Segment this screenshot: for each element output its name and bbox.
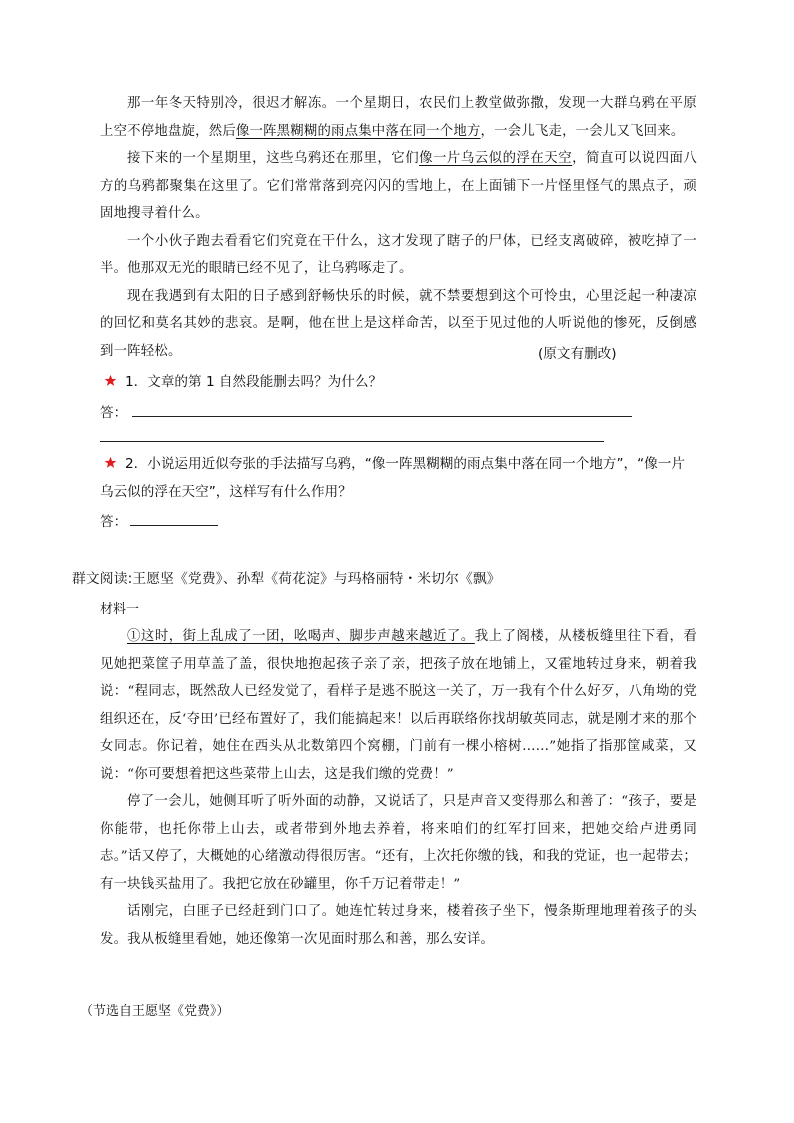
material-1-paragraph-2: 停了一会儿，她侧耳听了听外面的动静，又说话了，只是声音又变得那么和善了：“孩子，要是你能带，也托你带上山去，或者带到外地去养着，将来咱们的红军打回来，把她交给卢进勇同志。”话又停了，大概她的心绪激动得很厉害。“还有，上次托你缴的钱，和我的党证，也一起带去；有一块钱买盐用了。我把它放在砂罐里，你千万记着带走！” [100, 794, 697, 892]
question-2 [104, 450, 744, 478]
question-2-text-line-1: 2．小说运用近似夸张的手法描写乌鸦，“像一阵黑糊糊的雨点集中落在同一个地方”，“像一片 [125, 456, 685, 472]
answer-1-line-2[interactable] [100, 441, 604, 442]
answer-2-label: 答： [100, 514, 128, 530]
answer-1-label: 答： [100, 405, 128, 421]
story-paragraph-2 [100, 145, 697, 228]
question-2-line-1 [104, 450, 744, 478]
story-paragraph-3: 一个小伙子跑去看看它们究竟在干什么，这才发现了瞎子的尸体，已经支离破碎，被吃掉了一半。他那双无光的眼睛已经不见了，让乌鸦啄走了。 [100, 233, 697, 276]
red-star-icon [104, 456, 117, 469]
story-paragraph-1 [100, 90, 697, 145]
story-p2-text-c: ，简直可以说四面八方的乌鸦都聚集在这里了。它们常常落到亮闪闪的雪地上，在上面铺下一片怪里怪气的黑点子，顽固地搜寻着什么。 [100, 151, 697, 221]
material-1-underlined-sentence: ①这时，街上乱成了一团，吆喝声、脚步声越来越近了。 [127, 629, 475, 644]
material-1-paragraph-3: 话刚完，白匪子已经赶到门口了。她连忙转过身来，楼着孩子坐下，慢条斯理地理着孩子的头发。我从板缝里看她，她还像第一次见面时那么和善，那么安详。 [100, 904, 697, 947]
material-1-paragraph-1-rest: 我上了阁楼，从楼板缝里往下看，看见她把菜筐子用草盖了盖，很快地抱起孩子亲了亲，把孩子放在地铺上，又霍地转过身来，朝着我说：“程同志，既然敌人已经发觉了，看样子是逃不脱这一关了，万一我有个什么好歹，八角坳的党组织还在，反‘夺田’已经布置好了，我们能搞起来！以后再联络你找胡敏英同志，就是刚才来的那个女同志。你记着，她住在西头从北数第四个窝棚，门前有一棵小榕树……”她指了指那筐咸菜，又说：“你可要想着把这些菜带上山去，这是我们缴的党费！” [100, 629, 698, 782]
answer-2-line[interactable] [130, 525, 218, 526]
source-note: (原文有删改) [538, 346, 617, 362]
material-1-body [100, 623, 697, 953]
story-paragraph-4: 现在我遇到有太阳的日子感到舒畅快乐的时候，就不禁要想到这个可怜虫，心里泛起一种凄凉的回忆和莫名其妙的悲哀。是啊，他在世上是这样命苦，以至于见过他的人听说他的惨死，反倒感到一阵轻松。 [100, 288, 697, 359]
answer-1-line-1[interactable] [132, 416, 632, 417]
question-1 [104, 368, 704, 396]
story-p2-text-a: 接下来的一个星期里，这些乌鸦还在那里，它们 [127, 151, 420, 166]
story-p1-underlined: 像一阵黑糊糊的雨点集中落在同一个地方 [235, 123, 481, 139]
story-section [100, 90, 697, 365]
red-star-icon [104, 374, 117, 387]
question-2-line-2: 乌云似的浮在天空”，这样写有什么作用？ [100, 484, 352, 500]
question-1-text: 1．文章的第 1 自然段能删去吗？为什么？ [125, 374, 383, 390]
group-reading-title: 群文阅读:王愿坚《党费》、孙犁《荷花淀》与玛格丽特・米切尔《飘》 [72, 571, 501, 587]
story-p2-underlined: 像一片乌云似的浮在天空 [419, 151, 573, 166]
story-p1-text-c: ，一会儿飞走，一会儿又飞回来。 [480, 123, 685, 139]
story-p1-text-a: 那一年冬天特别冷，很迟才解冻。一个星期日，农民们上教堂做弥撒，发现一大群乌鸦在平原上空不停地盘旋，然后 [100, 96, 697, 139]
material-1-paragraph-1 [100, 623, 697, 788]
material-1-source: （节选自王愿坚《党费》） [80, 1004, 230, 1019]
material-1-label: 材料一 [100, 602, 140, 617]
